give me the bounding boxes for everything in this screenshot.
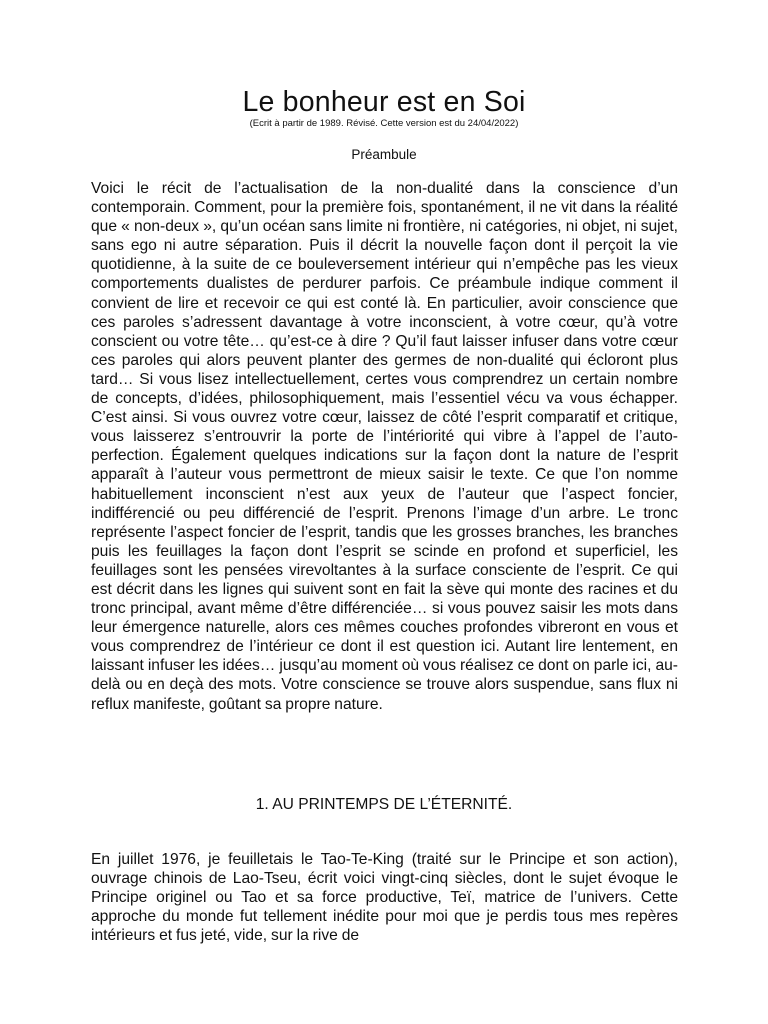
preamble-paragraph: Voici le récit de l’actualisation de la non-dualité dans la conscience d’un contemporain. Comment, pour la première fois, spontanément, il ne vit dans la réalité que « non-deux », qu’un océan sans limite ni frontière, ni catégories, ni objet, ni sujet, sans ego ni autre séparation. Puis il décrit la nouvelle façon dont il perçoit la vie quotidienne, à la suite de ce bouleversement intérieur qui n’empêche pas les vieux comportements dualistes de perdurer parfois. Ce préambule indique comment il convient de lire et recevoir ce qui est conté là. En particulier, avoir conscience que ces paroles s’adressent davantage à votre inconscient, à votre cœur, qu’à votre conscient ou votre tête… qu’est-ce à dire ? Qu’il faut laisser infuser dans votre cœur ces paroles qui alors peuvent planter des germes de non-dualité qui écloront plus tard… Si vous lisez intellectuellement, certes vous comprendrez un certain nombre de concepts, d’idées, philosophiquement, mais l’essentiel vécu va vous échapper. C’est ainsi. Si vous ouvrez votre cœur, laissez de côté l’esprit comparatif et critique, vous laisserez s’entrouvrir la porte de l’intériorité qui vibre à l’appel de l’auto-perfection. Également quelques indications sur la façon dont la nature de l’esprit apparaît à l’auteur vous permettront de mieux saisir le texte. Ce que l’on nomme habituellement inconscient n’est aux yeux de l’auteur que l’aspect foncier, indifférencié ou peu différencié de l’esprit. Prenons l’image d’un arbre. Le tronc représente l’aspect foncier de l’esprit, tandis que les grosses branches, les branches puis les feuillages la façon dont l’esprit se scinde en profond et superficiel, les feuillages sont les pensées virevoltantes à la surface consciente de l’esprit. Ce qui est décrit dans les lignes qui suivent sont en fait la sève qui monte des racines et du tronc principal, avant même d’être différenciée… si vous pouvez saisir les mots dans leur émergence naturelle, alors ces mêmes couches profondes vibreront en vous et vous comprendrez de l’intérieur ce dont il est question ici. Autant lire lentement, en laissant infuser les idées… jusqu’au moment où vous réalisez ce dont on parle ici, au-delà ou en deçà des mots. Votre conscience se trouve alors suspendue, sans flux ni reflux manifeste, goûtant sa propre nature. [91,180,678,713]
chapter-paragraph: En juillet 1976, je feuilletais le Tao-Te-King (traité sur le Principe et son action), ouvrage chinois de Lao-Tseu, écrit voici vingt-cinq siècles, dont le sujet évoque le Principe originel ou Tao et sa force productive, Teï, matrice de l’univers. Cette approche du monde fut tellement inédite pour moi que je perdis tous mes repères intérieurs et fus jeté, vide, sur la rive de [91,851,678,945]
document-title: Le bonheur est en Soi [242,86,526,118]
preamble-heading: Préambule [351,147,417,162]
document-subtitle: (Ecrit à partir de 1989. Révisé. Cette version est du 24/04/2022) [249,118,519,129]
chapter-heading: 1. AU PRINTEMPS DE L’ÉTERNITÉ. [255,796,513,813]
